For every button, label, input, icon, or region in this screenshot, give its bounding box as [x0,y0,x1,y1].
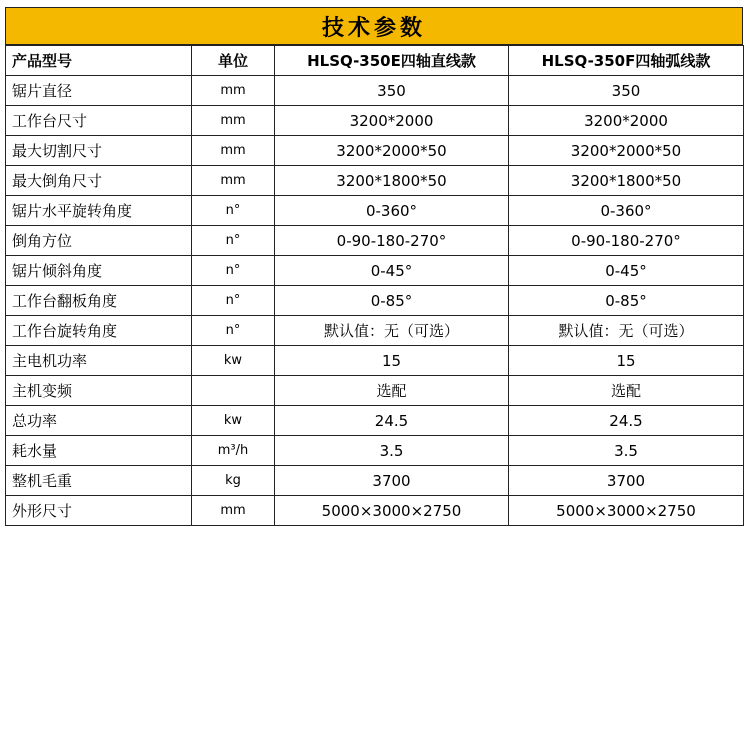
param-name: 外形尺寸 [6,496,192,526]
param-unit [192,376,275,406]
value-model-e: 3.5 [275,436,509,466]
value-model-e: 350 [275,76,509,106]
value-model-e: 3200*2000*50 [275,136,509,166]
table-row [6,286,744,316]
value-model-e: 3200*2000 [275,106,509,136]
param-name: 总功率 [6,406,192,436]
param-name: 耗水量 [6,436,192,466]
param-name: 倒角方位 [6,226,192,256]
value-model-f: 默认值：无（可选） [509,316,744,346]
value-model-f: 3200*2000*50 [509,136,744,166]
value-model-e: 3700 [275,466,509,496]
value-model-f: 0-90-180-270° [509,226,744,256]
param-unit: mm [192,136,275,166]
param-unit: kw [192,406,275,436]
table-row [6,136,744,166]
header-model: 产品型号 [6,46,192,76]
param-name: 主电机功率 [6,346,192,376]
param-unit: mm [192,76,275,106]
table-row [6,76,744,106]
value-model-e: 3200*1800*50 [275,166,509,196]
param-unit: mm [192,106,275,136]
value-model-f: 0-85° [509,286,744,316]
value-model-e: 5000×3000×2750 [275,496,509,526]
table-row [6,256,744,286]
param-name: 工作台翻板角度 [6,286,192,316]
header-model-e: HLSQ-350E四轴直线款 [275,46,509,76]
value-model-e: 0-360° [275,196,509,226]
param-name: 工作台旋转角度 [6,316,192,346]
value-model-f: 3700 [509,466,744,496]
value-model-f: 24.5 [509,406,744,436]
value-model-f: 0-45° [509,256,744,286]
table-row [6,496,744,526]
value-model-e: 15 [275,346,509,376]
param-unit: n° [192,226,275,256]
table-row [6,466,744,496]
value-model-f: 15 [509,346,744,376]
value-model-f: 3200*1800*50 [509,166,744,196]
value-model-e: 0-45° [275,256,509,286]
param-name: 最大倒角尺寸 [6,166,192,196]
value-model-e: 24.5 [275,406,509,436]
value-model-f: 350 [509,76,744,106]
table-row [6,316,744,346]
value-model-f: 3200*2000 [509,106,744,136]
value-model-f: 3.5 [509,436,744,466]
param-unit: mm [192,166,275,196]
param-name: 主机变频 [6,376,192,406]
param-unit: n° [192,286,275,316]
table-row [6,166,744,196]
header-row [6,46,744,76]
param-unit: n° [192,196,275,226]
value-model-e: 默认值：无（可选） [275,316,509,346]
spec-sheet [5,7,743,526]
value-model-f: 选配 [509,376,744,406]
table-row [6,226,744,256]
param-name: 最大切割尺寸 [6,136,192,166]
value-model-e: 0-90-180-270° [275,226,509,256]
param-name: 工作台尺寸 [6,106,192,136]
table-row [6,376,744,406]
header-unit: 单位 [192,46,275,76]
param-unit: mm [192,496,275,526]
param-name: 锯片水平旋转角度 [6,196,192,226]
table-title: 技术参数 [5,7,743,45]
value-model-e: 选配 [275,376,509,406]
param-unit: kg [192,466,275,496]
param-unit: kw [192,346,275,376]
param-unit: n° [192,316,275,346]
param-name: 锯片倾斜角度 [6,256,192,286]
table-row [6,406,744,436]
spec-table [5,45,744,526]
param-unit: m³/h [192,436,275,466]
param-name: 锯片直径 [6,76,192,106]
table-row [6,106,744,136]
param-unit: n° [192,256,275,286]
value-model-e: 0-85° [275,286,509,316]
table-body [6,76,744,526]
table-row [6,436,744,466]
table-row [6,346,744,376]
header-model-f: HLSQ-350F四轴弧线款 [509,46,744,76]
value-model-f: 0-360° [509,196,744,226]
param-name: 整机毛重 [6,466,192,496]
table-row [6,196,744,226]
value-model-f: 5000×3000×2750 [509,496,744,526]
